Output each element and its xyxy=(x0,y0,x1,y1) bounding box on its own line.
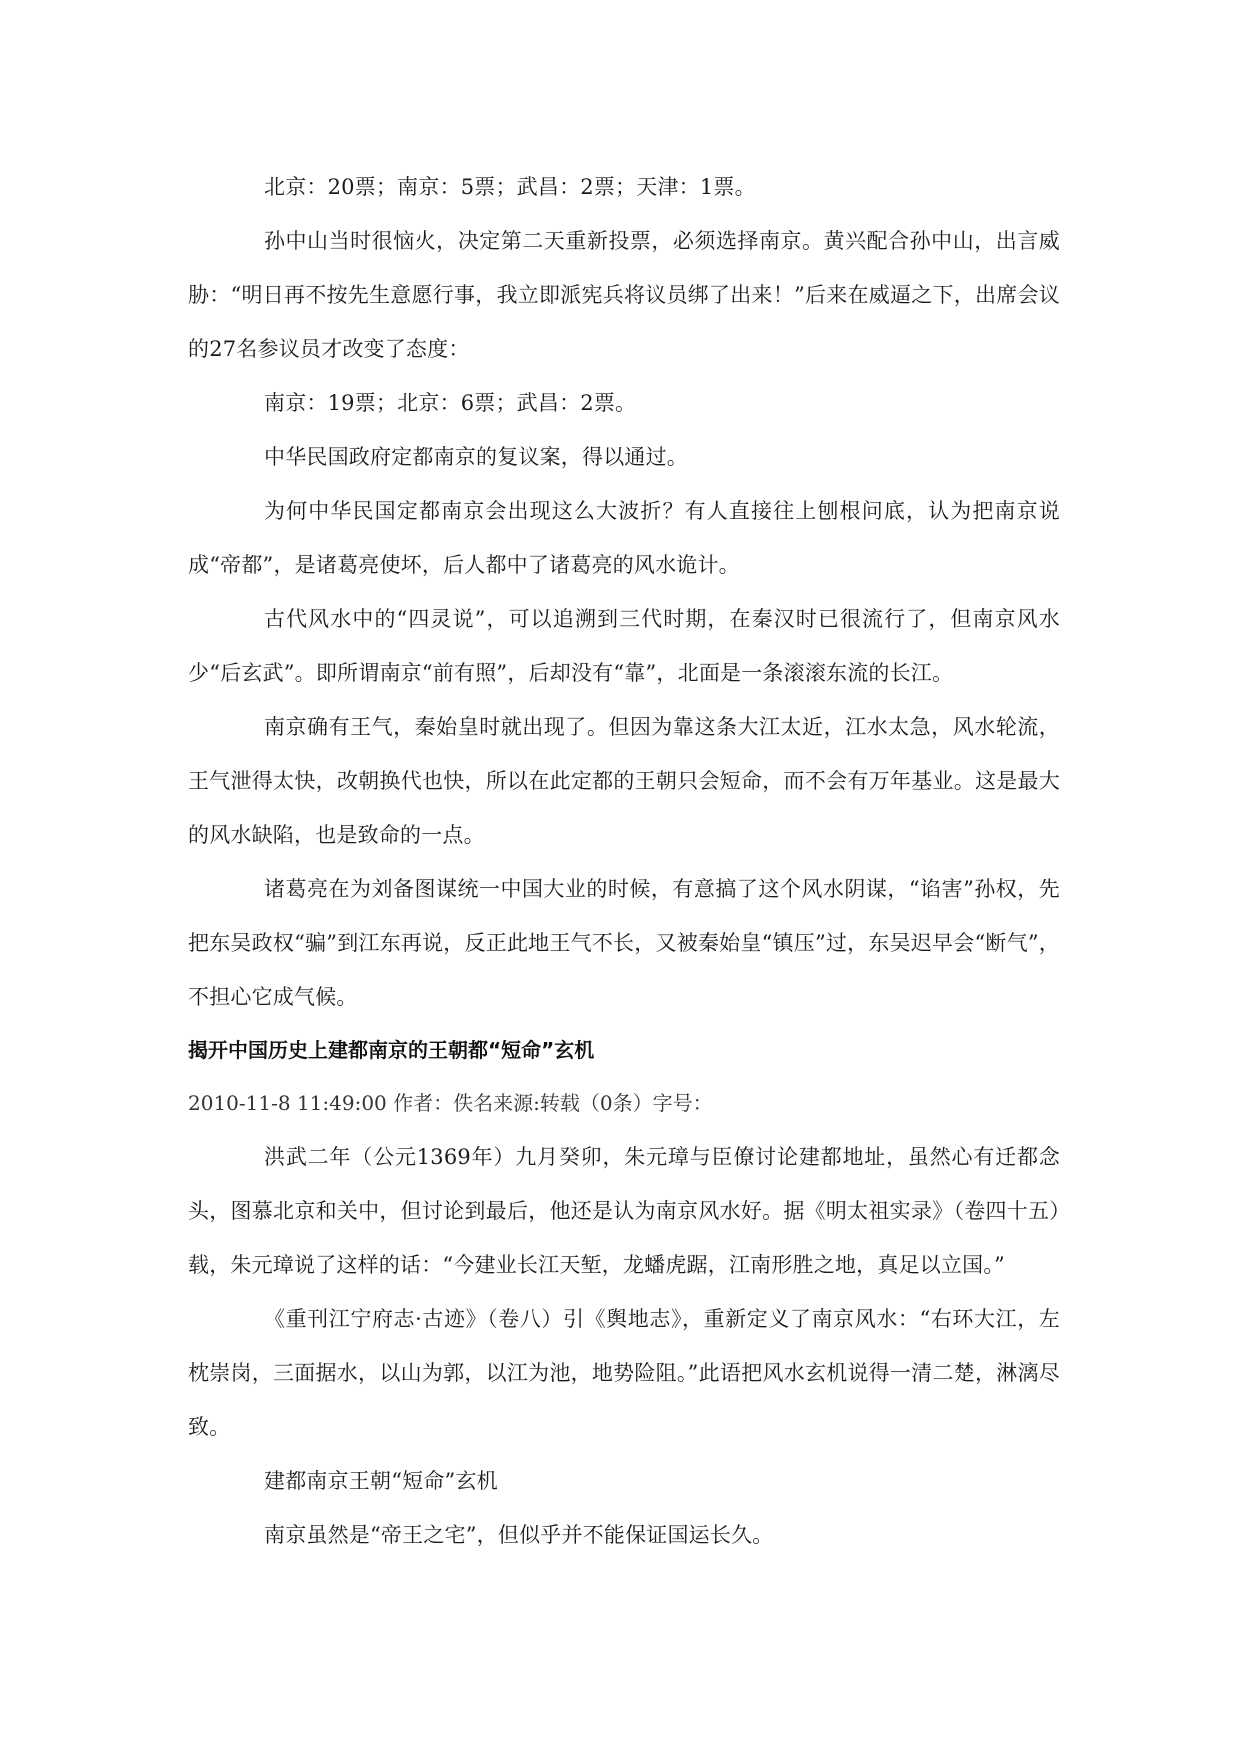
paragraph-subheading: 建都南京王朝“短命”玄机 xyxy=(264,1469,498,1493)
paragraph-emperor-house: 南京虽然是“帝王之宅”，但似乎并不能保证国运长久。 xyxy=(264,1523,774,1547)
paragraph-vote-result-1: 北京：20票；南京：5票；武昌：2票；天津：1票。 xyxy=(264,175,756,199)
paragraph-why: 为何中华民国定都南京会出现这么大波折？有人直接往上刨根问底，认为把南京说成“帝都”，是诸葛亮使坏，后人都中了诸葛亮的风水诡计。 xyxy=(188,499,1060,577)
paragraph-four-spirits: 古代风水中的“四灵说”，可以追溯到三代时期，在秦汉时已很流行了，但南京风水少“后玄武”。即所谓南京“前有照”，后却没有“靠”，北面是一条滚滚东流的长江。 xyxy=(188,607,1060,685)
paragraph-jiangning: 《重刊江宁府志·古迹》（卷八）引《舆地志》，重新定义了南京风水：“右环大江，左枕崇岗，三面据水，以山为郭，以江为池，地势险阻。”此语把风水玄机说得一清二楚，淋漓尽致。 xyxy=(188,1307,1060,1439)
paragraph-zhuge-liang: 诸葛亮在为刘备图谋统一中国大业的时候，有意搞了这个风水阴谋，“谄害”孙权，先把东吴政权“骗”到江东再说，反正此地王气不长，又被秦始皇“镇压”过，东吴迟早会“断气”，不担心它成气候。 xyxy=(188,877,1060,1009)
article-meta: 2010-11-8 11:49:00 作者：佚名来源:转载（0条）字号： xyxy=(188,1091,713,1115)
paragraph-hongwu: 洪武二年（公元1369年）九月癸卯，朱元璋与臣僚讨论建都地址，虽然心有迁都念头，图慕北京和关中，但讨论到最后，他还是认为南京风水好。据《明太祖实录》（卷四十五）载，朱元璋说了这样的话：“今建业长江天堑，龙蟠虎踞，江南形胜之地，真足以立国。” xyxy=(188,1145,1060,1277)
article-title: 揭开中国历史上建都南京的王朝都“短命”玄机 xyxy=(188,1038,595,1062)
paragraph-resolution: 中华民国政府定都南京的复议案，得以通过。 xyxy=(264,445,688,469)
document-page xyxy=(188,160,1060,1562)
paragraph-royal-aura: 南京确有王气，秦始皇时就出现了。但因为靠这条大江太近，江水太急，风水轮流，王气泄得太快，改朝换代也快，所以在此定都的王朝只会短命，而不会有万年基业。这是最大的风水缺陷，也是致命的一点。 xyxy=(188,715,1060,847)
paragraph-sun-yatsen: 孙中山当时很恼火，决定第二天重新投票，必须选择南京。黄兴配合孙中山，出言威胁：“明日再不按先生意愿行事，我立即派宪兵将议员绑了出来！”后来在威逼之下，出席会议的27名参议员才改变了态度： xyxy=(188,229,1060,361)
paragraph-vote-result-2: 南京：19票；北京：6票；武昌：2票。 xyxy=(264,391,637,415)
